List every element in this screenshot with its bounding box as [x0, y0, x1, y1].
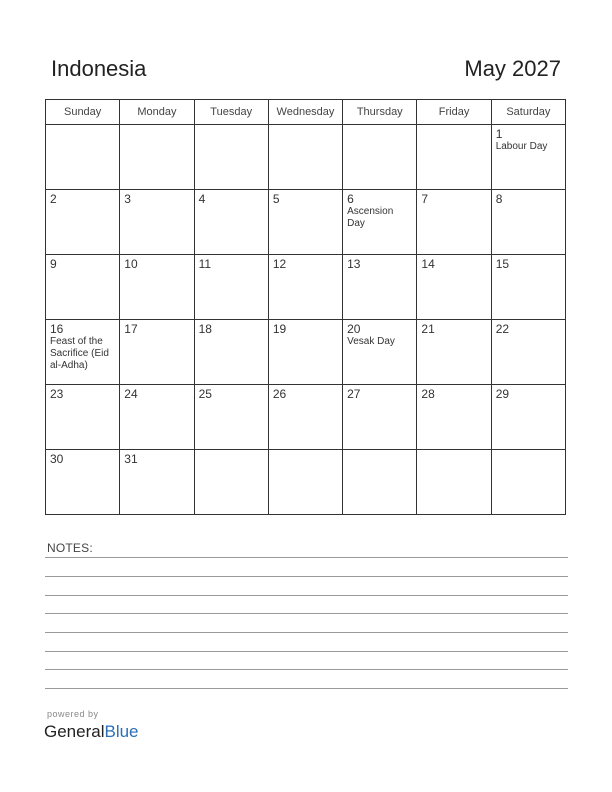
powered-by-text: powered by: [47, 709, 99, 719]
day-cell: [343, 450, 417, 515]
day-number: 20: [347, 322, 361, 336]
day-number: 11: [198, 257, 212, 271]
note-line: [45, 669, 568, 670]
day-cell: [194, 190, 268, 255]
calendar-grid: [45, 99, 566, 515]
note-line: [45, 688, 568, 689]
day-cell: [194, 450, 268, 515]
day-cell: [491, 125, 565, 190]
note-line: [45, 557, 568, 558]
day-cell: [268, 385, 342, 450]
day-number: 7: [421, 192, 429, 206]
weekday-friday: Friday: [417, 100, 491, 125]
day-number: 28: [421, 387, 435, 401]
day-cell: [343, 385, 417, 450]
day-cell: [491, 190, 565, 255]
day-cell: [417, 255, 491, 320]
day-cell: [46, 125, 120, 190]
weekday-wednesday: Wednesday: [268, 100, 342, 125]
day-cell: [120, 320, 194, 385]
note-line: [45, 613, 568, 614]
day-cell: [343, 190, 417, 255]
week-row: [46, 255, 566, 320]
day-cell: [417, 385, 491, 450]
day-number: 14: [421, 257, 435, 271]
day-cell: [194, 125, 268, 190]
week-row: [46, 385, 566, 450]
weekday-saturday: Saturday: [491, 100, 565, 125]
day-number: 9: [50, 257, 57, 271]
day-number: 12: [272, 257, 287, 271]
week-row: [46, 320, 566, 385]
weekday-sunday: Sunday: [46, 100, 120, 125]
day-cell: [268, 450, 342, 515]
day-cell: [268, 255, 342, 320]
day-number: 24: [124, 387, 138, 401]
day-cell: [491, 255, 565, 320]
day-cell: [343, 255, 417, 320]
day-number: 29: [495, 387, 510, 401]
day-number: 26: [272, 387, 287, 401]
day-number: 2: [50, 192, 57, 206]
day-cell: [46, 255, 120, 320]
day-cell: [194, 255, 268, 320]
day-number: 22: [495, 322, 510, 336]
day-cell: [491, 450, 565, 515]
day-cell: [46, 320, 120, 385]
day-number: 16: [50, 322, 64, 336]
day-number: 5: [272, 192, 280, 206]
day-cell: [417, 190, 491, 255]
note-line: [45, 632, 568, 633]
day-number: 10: [124, 257, 138, 271]
weekday-tuesday: Tuesday: [194, 100, 268, 125]
day-number: 30: [50, 452, 64, 466]
day-number: 8: [495, 192, 503, 206]
day-number: 18: [198, 322, 212, 336]
day-cell: [120, 125, 194, 190]
day-cell: [343, 125, 417, 190]
day-cell: [194, 320, 268, 385]
weekday-monday: Monday: [120, 100, 194, 125]
day-cell: [417, 320, 491, 385]
day-cell: [268, 320, 342, 385]
day-number: 31: [124, 452, 138, 466]
day-number: 15: [495, 257, 510, 271]
day-number: 6: [347, 192, 354, 206]
day-number: 1: [495, 127, 503, 141]
day-number: 23: [50, 387, 64, 401]
month-title: May 2027: [464, 56, 561, 81]
day-cell: [120, 385, 194, 450]
day-cell: [417, 450, 491, 515]
day-number: 13: [347, 257, 361, 271]
day-number: 19: [272, 322, 287, 336]
day-cell: [46, 450, 120, 515]
week-row: [46, 125, 566, 190]
day-cell: [268, 190, 342, 255]
holiday-label: Feast of the Sacrifice (Eid al-Adha): [50, 336, 109, 371]
notes-label: NOTES:: [47, 541, 93, 555]
brand-name-general: General: [44, 722, 105, 741]
holiday-label: Labour Day: [495, 141, 548, 152]
day-cell: [491, 385, 565, 450]
day-cell: [194, 385, 268, 450]
country-title: Indonesia: [51, 56, 147, 81]
week-row: [46, 450, 566, 515]
day-cell: [46, 385, 120, 450]
day-number: 4: [198, 192, 206, 206]
day-cell: [120, 190, 194, 255]
day-number: 17: [124, 322, 138, 336]
brand-logo: [44, 722, 139, 742]
day-number: 21: [421, 322, 435, 336]
note-line: [45, 576, 568, 577]
day-cell: [268, 125, 342, 190]
note-line: [45, 651, 568, 652]
day-number: 3: [124, 192, 131, 206]
weekday-header-row: [46, 100, 566, 125]
day-number: 27: [347, 387, 361, 401]
holiday-label: Ascension Day: [347, 206, 394, 229]
day-cell: [417, 125, 491, 190]
day-number: 25: [198, 387, 212, 401]
weekday-thursday: Thursday: [343, 100, 417, 125]
brand-name-blue: Blue: [104, 722, 139, 741]
day-cell: [491, 320, 565, 385]
week-row: [46, 190, 566, 255]
day-cell: [46, 190, 120, 255]
day-cell: [120, 450, 194, 515]
holiday-label: Vesak Day: [347, 336, 395, 347]
footer-branding: [44, 709, 139, 742]
day-cell: [343, 320, 417, 385]
day-cell: [120, 255, 194, 320]
note-line: [45, 595, 568, 596]
